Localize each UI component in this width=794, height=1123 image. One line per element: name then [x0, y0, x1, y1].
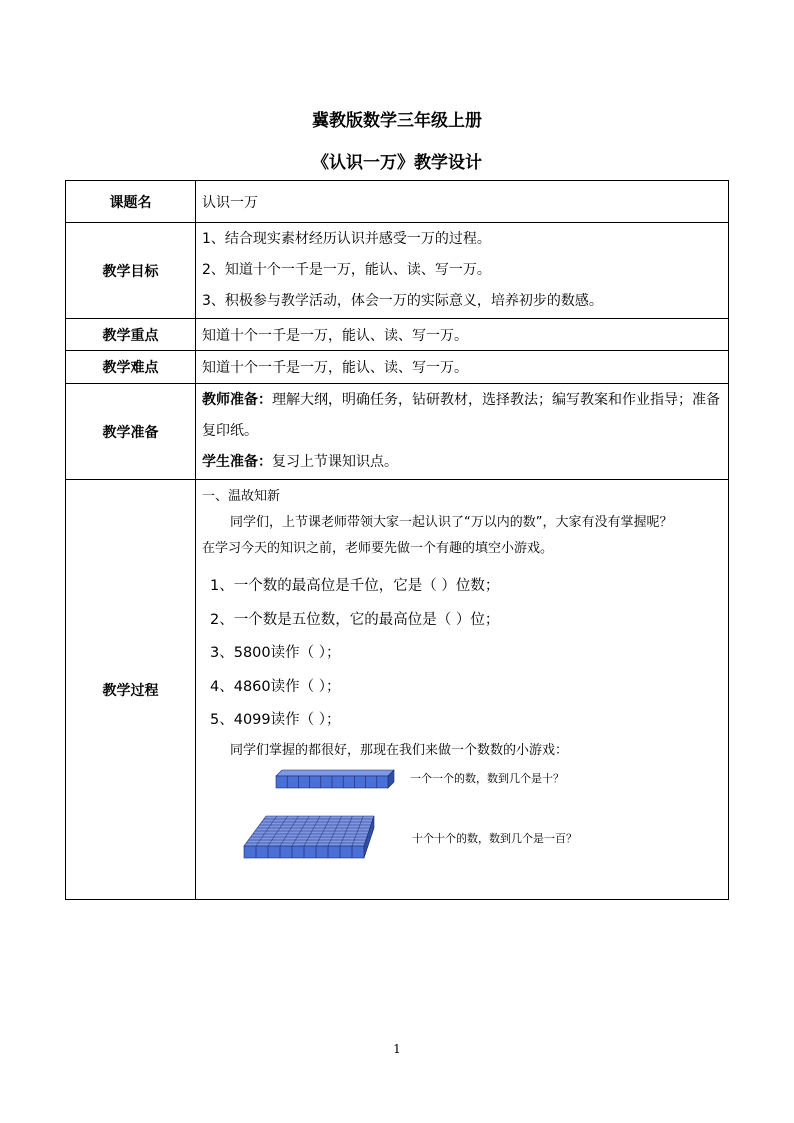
student-preparation [202, 447, 722, 478]
table-row-topic [66, 181, 729, 223]
student-preparation-text: 复习上节课知识点。 [272, 454, 398, 470]
teacher-preparation [202, 385, 722, 447]
table-row-difficulty [66, 351, 729, 384]
topic-value: 认识一万 [196, 181, 729, 223]
document-subtitle: 《认识一万》教学设计 [312, 153, 482, 173]
page-number: 1 [393, 1042, 401, 1056]
goals-cell [196, 223, 729, 319]
difficulty-label: 教学难点 [66, 351, 196, 384]
goal-item: 3、积极参与教学活动，体会一万的实际意义，培养初步的数感。 [202, 293, 603, 309]
document-title: 冀教版数学三年级上册 [312, 111, 482, 131]
preparation-label: 教学准备 [66, 384, 196, 480]
lesson-plan-table [65, 180, 729, 900]
focus-value: 知道十个一千是一万，能认、读、写一万。 [196, 319, 729, 351]
question-item: 2、一个数是五位数，它的最高位是（ ）位； [210, 611, 500, 628]
goal-item: 2、知道十个一千是一万，能认、读、写一万。 [202, 262, 491, 278]
figure-ten-cubes [202, 764, 722, 804]
table-row-preparation [66, 384, 729, 480]
table-row-goals [66, 223, 729, 319]
teacher-preparation-label: 教师准备： [202, 392, 272, 408]
figure-caption-ten: 一个一个的数，数到几个是十？ [410, 771, 564, 785]
process-label: 教学过程 [66, 480, 196, 900]
process-cell [196, 480, 729, 900]
student-preparation-label: 学生准备： [202, 454, 272, 470]
question-item: 4、4860读作（ ）； [210, 678, 341, 695]
process-paragraph: 同学们，上节课老师带领大家一起认识了“万以内的数”，大家有没有掌握呢？ [230, 515, 673, 530]
ten-cubes-image [272, 766, 402, 796]
question-item: 3、5800读作（ ）； [210, 645, 341, 661]
table-row-focus [66, 319, 729, 351]
figure-hundred-cubes [202, 804, 722, 874]
preparation-cell [196, 384, 729, 480]
difficulty-value: 知道十个一千是一万，能认、读、写一万。 [196, 351, 729, 384]
goals-label: 教学目标 [66, 223, 196, 319]
table-row-process [66, 480, 729, 900]
process-paragraph: 同学们掌握的都很好，那现在我们来做一个数数的小游戏： [230, 742, 569, 758]
teacher-preparation-text: 理解大纲，明确任务，钻研教材，选择教法；编写教案和作业指导；准备复印纸。 [202, 392, 720, 439]
topic-label: 课题名 [66, 181, 196, 223]
focus-label: 教学重点 [66, 319, 196, 351]
section-heading: 一、温故知新 [202, 489, 281, 504]
process-paragraph: 在学习今天的知识之前，老师要先做一个有趣的填空小游戏。 [202, 541, 554, 556]
question-item: 5、4099读作（ ）； [210, 712, 341, 728]
hundred-cubes-image [240, 806, 380, 872]
question-item: 1、一个数的最高位是千位，它是（ ）位数； [210, 578, 500, 594]
goal-item: 1、结合现实素材经历认识并感受一万的过程。 [202, 231, 491, 247]
figure-caption-hundred: 十个十个的数，数到几个是一百？ [412, 831, 577, 845]
